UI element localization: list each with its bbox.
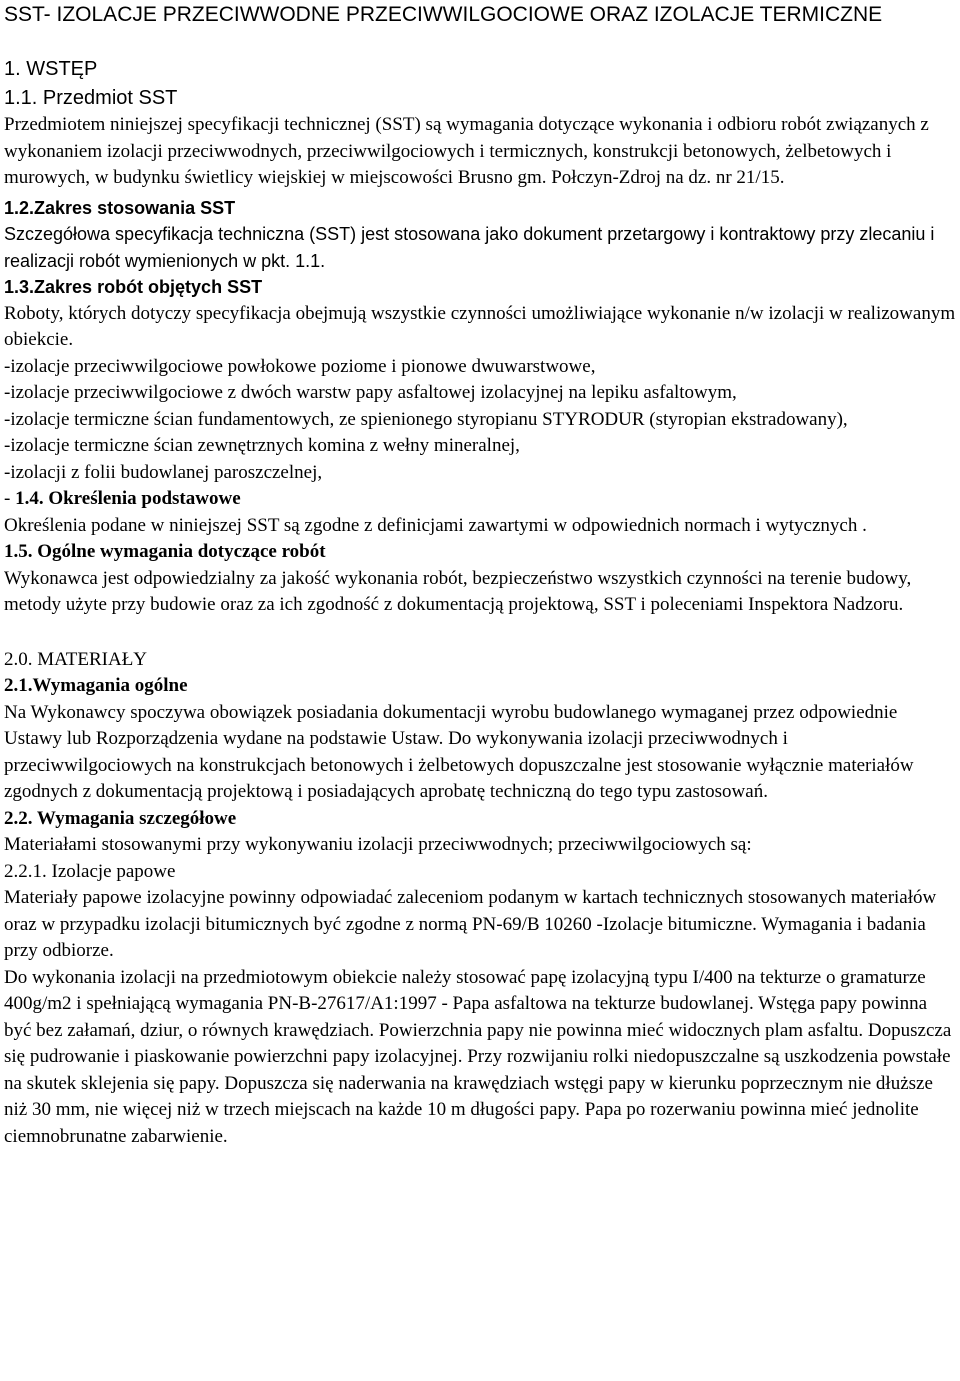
list-item: -izolacje przeciwwilgociowe powłokowe poziome i pionowe dwuwarstwowe, (4, 355, 596, 377)
section-2-1-body: Na Wykonawcy spoczywa obowiązek posiadania dokumentacji wyrobu budowlanego wymaganej przez odpowiednie Ustawy lub Rozporządzenia wydane na podstawie Ustaw. Do wykonywania izolacji przeciwwodnych i przeciwwilgociowych na konstrukcjach betonowych i żelbetowych dopuszczalne jest stosowanie wyłącznie materiałów zgodnych z dokumentacją projektową i posiadających aprobatę techniczną do tego typu zastosowań. (4, 701, 914, 802)
section-2-1-heading: 2.1.Wymagania ogólne (4, 675, 188, 696)
section-1-2-heading: 1.2.Zakres stosowania SST (4, 197, 236, 218)
section-1-3-heading: 1.3.Zakres robót objętych SST (4, 277, 263, 297)
list-item: -izolacje termiczne ścian fundamentowych, ze spienionego styropianu STYRODUR (styropian ekstradowany), (4, 408, 848, 430)
section-1-3-list (4, 354, 956, 487)
section-1-5-heading: 1.5. Ogólne wymagania dotyczące robót (4, 541, 326, 562)
section-1-heading: 1. WSTĘP (4, 58, 98, 80)
spacer (4, 619, 956, 647)
section-1-4-body: Określenia podane w niniejszej SST są zgodne z definicjami zawartymi w odpowiednich normach i wytycznych . (4, 514, 867, 536)
section-1-4-prefix: - (4, 488, 16, 509)
section-1-1-heading: 1.1. Przedmiot SST (4, 87, 178, 109)
spacer (4, 29, 956, 55)
section-1-4-heading-line (4, 486, 956, 513)
section-1-1-body: Przedmiotem niniejszej specyfikacji technicznej (SST) są wymagania dotyczące wykonania i odbioru robót związanych z wykonaniem izolacji przeciwwodnych, przeciwwilgociowych i termicznych, konstrukcji betonowych, żelbetowych i murowych, w budynku świetlicy wiejskiej w miejscowości Brusno gm. Połczyn-Zdroj na dz. nr 21/15. (4, 114, 929, 188)
section-2-2-1-para-2: Do wykonania izolacji na przedmiotowym obiekcie należy stosować papę izolacyjną typu I/400 na tekturze o gramaturze 400g/m2 i spełniającą wymagania PN-B-27617/A1:1997 - Papa asfaltowa na tekturze budowlanej. Wstęga papy powinna być bez załamań, dziur, o równych krawędziach. Powierzchnia papy nie powinna mieć widocznych plam asfaltu. Dopuszcza się pudrowanie i piaskowanie powierzchni papy izolacyjnej. Przy rozwijaniu rolki niedopuszczalne są uszkodzenia powstałe na skutek sklejenia się papy. Dopuszcza się naderwania na krawędziach wstęgi papy w kierunku poprzecznym nie dłuższe niż 30 mm, nie więcej niż w trzech miejscach na każde 10 m długości papy. Papa po rozerwaniu powinna mieć jednolite ciemnobrunatne zabarwienie. (4, 966, 952, 1147)
list-item: -izolacje termiczne ścian zewnętrznych komina z wełny mineralnej, (4, 435, 520, 456)
list-item: -izolacje przeciwwilgociowe z dwóch warstw papy asfaltowej izolacyjnej na lepiku asfaltowym, (4, 382, 737, 403)
section-1-5-body: Wykonawca jest odpowiedzialny za jakość wykonania robót, bezpieczeństwo wszystkich czynności na terenie budowy, metody użyte przy budowie oraz za ich zgodność z dokumentacją projektową, SST i poleceniami Inspektora Nadzoru. (4, 567, 912, 615)
section-2-2-1-para-1: Materiały papowe izolacyjne powinny odpowiadać zaleceniom podanym w kartach technicznych stosowanych materiałów oraz w przypadku izolacji bitumicznych być zgodne z normą PN-69/B 10260 -Izolacje bitumiczne. Wymagania i badania przy odbiorze. (4, 887, 937, 961)
section-1-4-heading: 1.4. Określenia podstawowe (15, 488, 241, 509)
document-title: SST- IZOLACJE PRZECIWWODNE PRZECIWWILGOCIOWE ORAZ IZOLACJE TERMICZNE (4, 3, 883, 26)
section-2-heading: 2.0. MATERIAŁY (4, 648, 148, 670)
section-2-2-heading: 2.2. Wymagania szczegółowe (4, 807, 237, 829)
section-2-2-1-heading: 2.2.1. Izolacje papowe (4, 860, 176, 882)
list-item: -izolacji z folii budowlanej paroszczelnej, (4, 461, 323, 483)
section-2-2-body: Materiałami stosowanymi przy wykonywaniu izolacji przeciwwodnych; przeciwwilgociowych są: (4, 834, 752, 855)
section-1-2-body: Szczegółowa specyfikacja techniczna (SST) jest stosowana jako dokument przetargowy i kontraktowy przy zlecaniu i realizacji robót wymienionych w pkt. 1.1. (4, 224, 935, 271)
section-1-3-body: Roboty, których dotyczy specyfikacja obejmują wszystkie czynności umożliwiające wykonanie n/w izolacji w realizowanym obiekcie. (4, 302, 956, 350)
